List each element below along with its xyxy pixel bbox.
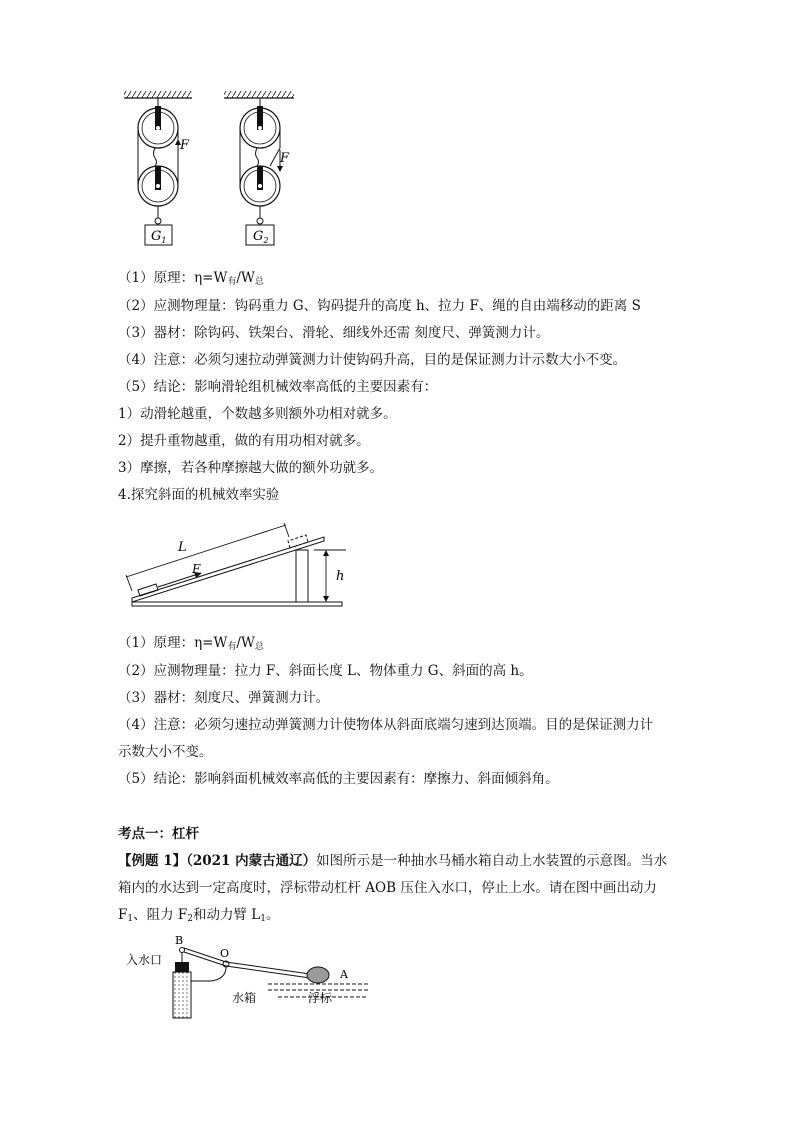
pulley-factor-3: 3）摩擦，若各种摩擦越大做的额外功就多。 — [118, 460, 384, 476]
height-label: h — [336, 569, 345, 584]
incline-equipment: （3）器材：刻度尺、弹簧测力计。 — [118, 690, 330, 706]
pulley-note: （4）注意：必须匀速拉动弹簧测力计使钩码升高，目的是保证测力计示数大小不变。 — [118, 352, 627, 368]
pulley-conclusion: （5）结论：影响滑轮组机械效率高低的主要因素有： — [118, 379, 438, 395]
pulley-factor-2: 2）提升重物越重，做的有用功相对就多。 — [118, 433, 370, 449]
incline-note-line1: （4）注意：必须匀速拉动弹簧测力计使物体从斜面底端匀速到达顶端。目的是保证测力计 — [118, 717, 654, 733]
tank-label: 水箱 — [232, 991, 257, 1005]
label-o: O — [220, 947, 230, 960]
force-label-right: F — [280, 151, 290, 166]
pulley-diagram — [118, 88, 308, 258]
example-line-1: 【例题 1】（2021 内蒙古通辽）如图所示是一种抽水马桶水箱自动上水装置的示意图。当水 — [118, 853, 668, 869]
section-title: 考点一：杠杆 — [118, 826, 199, 842]
force-label: F — [192, 562, 201, 576]
pulley-factor-1: 1）动滑轮越重，个数越多则额外功相对就多。 — [118, 406, 397, 422]
force-label-left: F — [180, 138, 190, 153]
pulley-system-left — [124, 91, 192, 245]
example-label: 【例题 1】 — [118, 853, 187, 869]
lever-diagram — [118, 932, 368, 1022]
incline-conclusion: （5）结论：影响斜面机械效率高低的主要因素有：摩擦力、斜面倾斜角。 — [118, 771, 559, 787]
pulley-measure: （2）应测物理量：钩码重力 G、钩码提升的高度 h、拉力 F、绳的自由端移动的距离 S — [118, 298, 641, 314]
float-label: 浮标 — [308, 991, 333, 1005]
label-a: A — [340, 968, 348, 981]
incline-note-line2: 示数大小不变。 — [118, 744, 213, 760]
pulley-principle: （1）原理：$\eta=W_有/W_总$ — [118, 270, 264, 287]
weight-label-left: $G_1$ — [151, 229, 167, 245]
weight-label-right: $G_2$ — [253, 229, 269, 245]
label-b: B — [175, 934, 184, 947]
length-label: L — [178, 540, 187, 555]
example-line-2: 箱内的水达到一定高度时，浮标带动杠杆 AOB 压住入水口，停止上水。请在图中画出动力 — [118, 880, 657, 896]
incline-measure: （2）应测物理量：拉力 F、斜面长度 L、物体重力 G、斜面的高 h。 — [118, 663, 533, 679]
inlet-label: 入水口 — [126, 953, 163, 967]
example-source: （2021 内蒙古通辽） — [186, 853, 317, 869]
incline-principle: （1）原理：$\eta=W_有/W_总$ — [118, 635, 264, 652]
pulley-equipment: （3）器材：除钩码、铁架台、滑轮、细线外还需 刻度尺、弹簧测力计。 — [118, 325, 550, 341]
pulley-system-right — [224, 91, 294, 245]
example-line-3: $F_1$、阻力 $F_2$和动力臂 $L_1$。 — [118, 907, 280, 924]
incline-heading: 4.探究斜面的机械效率实验 — [118, 487, 280, 503]
incline-diagram — [118, 517, 358, 617]
